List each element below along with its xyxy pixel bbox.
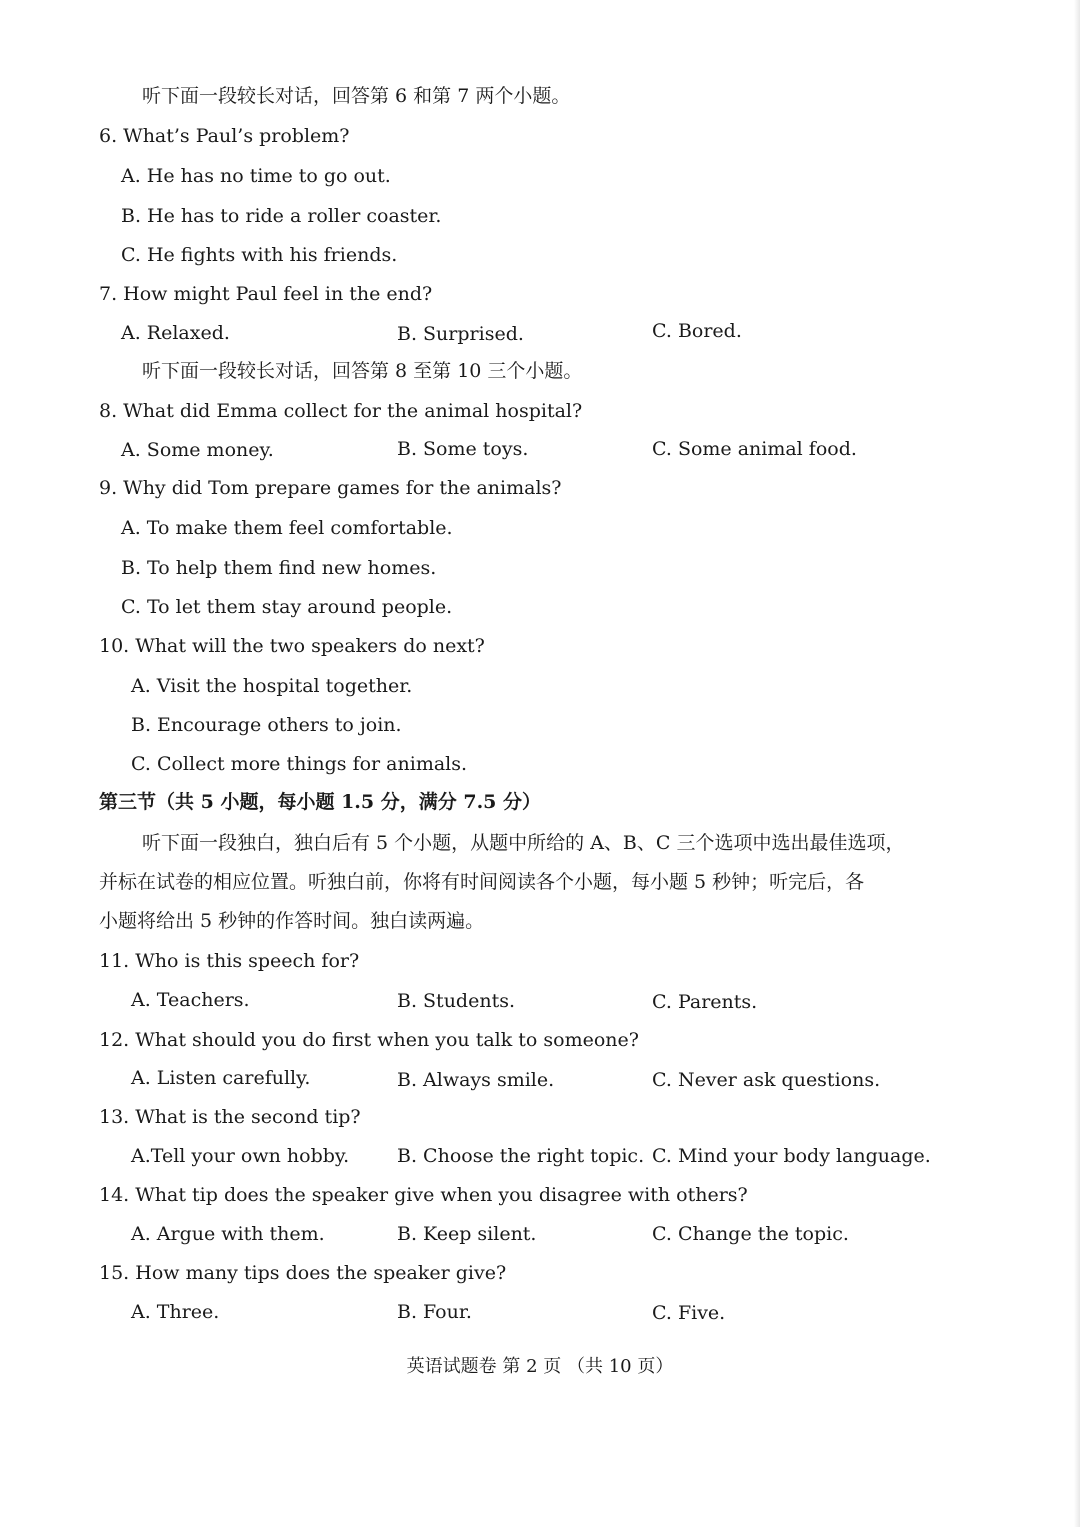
question-12-option-b: B. Always smile. bbox=[397, 1069, 555, 1091]
section-3-heading: 第三节（共 5 小题，每小题 1.5 分，满分 7.5 分） bbox=[99, 791, 542, 813]
question-15-option-b: B. Four. bbox=[397, 1301, 472, 1323]
section-3-instruction-line-3: 小题将给出 5 秒钟的作答时间。独白读两遍。 bbox=[99, 910, 485, 932]
question-7-option-c: C. Bored. bbox=[652, 320, 742, 342]
question-13-option-b: B. Choose the right topic. bbox=[397, 1145, 645, 1167]
question-12-option-c: C. Never ask questions. bbox=[652, 1069, 881, 1091]
question-10-option-b: B. Encourage others to join. bbox=[131, 714, 402, 736]
question-14-option-a: A. Argue with them. bbox=[131, 1223, 325, 1245]
section-instruction: 听下面一段较长对话，回答第 8 至第 10 三个小题。 bbox=[142, 360, 583, 382]
question-6-stem: 6. What’s Paul’s problem? bbox=[99, 125, 350, 147]
question-12-option-a: A. Listen carefully. bbox=[131, 1067, 311, 1089]
question-10-stem: 10. What will the two speakers do next? bbox=[99, 635, 485, 657]
section-3-instruction-line-2: 并标在试卷的相应位置。听独白前，你将有时间阅读各个小题，每小题 5 秒钟；听完后，各 bbox=[99, 871, 865, 893]
question-11-stem: 11. Who is this speech for? bbox=[99, 950, 360, 972]
question-12-stem: 12. What should you do first when you talk to someone? bbox=[99, 1029, 639, 1051]
page-footer: 英语试题卷 第 2 页 （共 10 页） bbox=[406, 1356, 674, 1377]
question-9-option-b: B. To help them find new homes. bbox=[121, 557, 437, 579]
question-8-option-a: A. Some money. bbox=[121, 439, 274, 461]
question-11-option-b: B. Students. bbox=[397, 990, 515, 1012]
section-instruction: 听下面一段较长对话，回答第 6 和第 7 两个小题。 bbox=[142, 85, 571, 107]
question-15-option-a: A. Three. bbox=[131, 1301, 220, 1323]
question-7-option-b: B. Surprised. bbox=[397, 323, 524, 345]
question-8-stem: 8. What did Emma collect for the animal hospital? bbox=[99, 400, 583, 422]
question-6-option-a: A. He has no time to go out. bbox=[121, 165, 391, 187]
scan-edge-shadow bbox=[1074, 0, 1080, 1527]
question-14-option-c: C. Change the topic. bbox=[652, 1223, 849, 1245]
question-8-option-b: B. Some toys. bbox=[397, 438, 529, 460]
question-6-option-b: B. He has to ride a roller coaster. bbox=[121, 205, 442, 227]
question-9-option-c: C. To let them stay around people. bbox=[121, 596, 453, 618]
question-15-option-c: C. Five. bbox=[652, 1302, 726, 1324]
question-9-option-a: A. To make them feel comfortable. bbox=[121, 517, 453, 539]
question-10-option-a: A. Visit the hospital together. bbox=[131, 675, 413, 697]
question-13-option-c: C. Mind your body language. bbox=[652, 1145, 931, 1167]
section-3-instruction-line-1: 听下面一段独白，独白后有 5 个小题，从题中所给的 A、B、C 三个选项中选出最佳选项， bbox=[142, 832, 905, 854]
question-14-stem: 14. What tip does the speaker give when you disagree with others? bbox=[99, 1184, 748, 1206]
question-13-option-a: A.Tell your own hobby. bbox=[131, 1145, 350, 1167]
question-15-stem: 15. How many tips does the speaker give? bbox=[99, 1262, 507, 1284]
question-10-option-c: C. Collect more things for animals. bbox=[131, 753, 468, 775]
question-9-stem: 9. Why did Tom prepare games for the animals? bbox=[99, 477, 562, 499]
question-6-option-c: C. He fights with his friends. bbox=[121, 244, 398, 266]
question-11-option-c: C. Parents. bbox=[652, 991, 758, 1013]
question-11-option-a: A. Teachers. bbox=[131, 989, 250, 1011]
question-7-stem: 7. How might Paul feel in the end? bbox=[99, 283, 433, 305]
question-14-option-b: B. Keep silent. bbox=[397, 1223, 537, 1245]
question-8-option-c: C. Some animal food. bbox=[652, 438, 857, 460]
question-7-option-a: A. Relaxed. bbox=[121, 322, 230, 344]
question-13-stem: 13. What is the second tip? bbox=[99, 1106, 361, 1128]
